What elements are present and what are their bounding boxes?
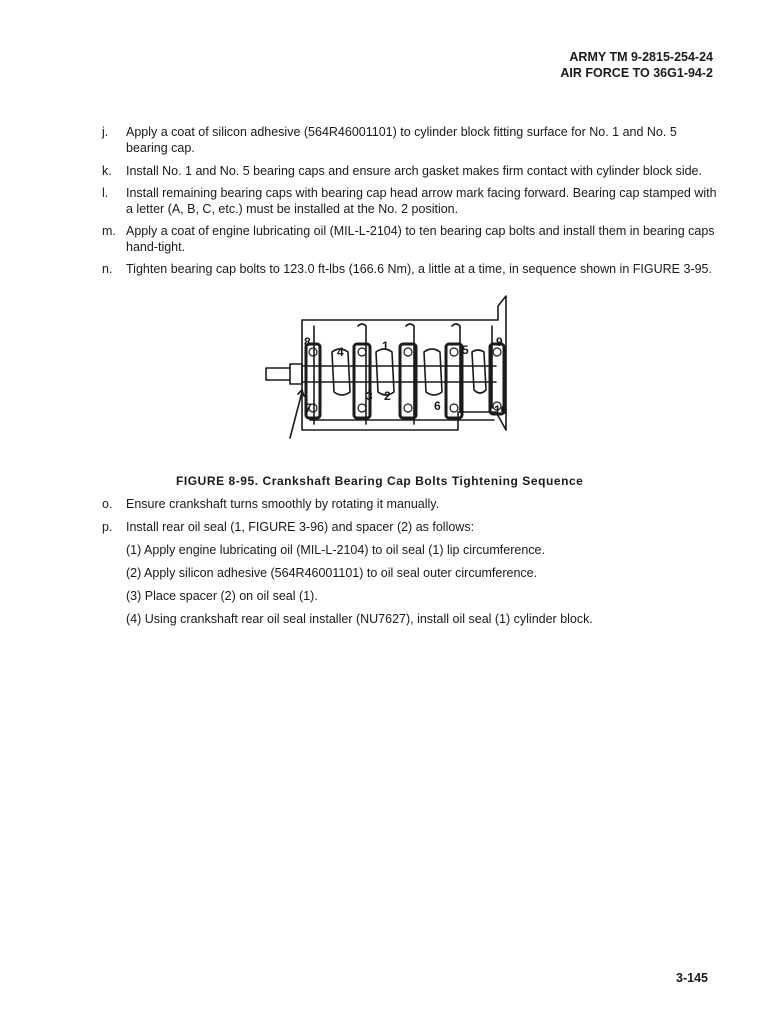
step-l — [100, 185, 720, 217]
bolt-label-7: 7 — [305, 401, 312, 415]
substep-4: (4) Using crankshaft rear oil seal installer (NU7627), install oil seal (1) cylinder block. — [126, 612, 593, 626]
step-m — [100, 223, 720, 255]
bolt-label-3: 3 — [366, 389, 373, 403]
step-text: Tighten bearing cap bolts to 123.0 ft-lbs (166.6 Nm), a little at a time, in sequence shown in FIGURE 3-95. — [126, 262, 712, 276]
bolt-label-4: 4 — [337, 345, 344, 359]
step-letter: k. — [102, 164, 112, 178]
step-text: Apply a coat of engine lubricating oil (MIL-L-2104) to ten bearing cap bolts and install them in bearing caps hand-tight. — [126, 224, 715, 254]
step-p — [100, 519, 720, 535]
step-letter: j. — [102, 125, 109, 139]
army-tm-number: ARMY TM 9-2815-254-24 — [569, 50, 713, 64]
step-text: Apply a coat of silicon adhesive (564R46001101) to cylinder block fitting surface for No. 1 and No. 5 bearing cap. — [126, 125, 677, 155]
crankshaft-diagram — [258, 292, 520, 448]
block-bulkheads — [314, 324, 492, 424]
bolt-label-5: 5 — [462, 343, 469, 357]
procedure-steps-list — [100, 124, 720, 277]
bolt-label-9: 9 — [496, 335, 503, 349]
step-p-substeps — [100, 542, 720, 627]
step-j — [100, 124, 720, 156]
crankshaft-bearing-cap-figure — [258, 292, 520, 448]
bolt-label-10: 10 — [494, 403, 508, 417]
substep-2: (2) Apply silicon adhesive (564R46001101) to oil seal outer circumference. — [126, 566, 538, 580]
bolt-label-1: 1 — [382, 339, 389, 353]
procedure-steps-list-continued — [100, 496, 720, 627]
step-o — [100, 496, 720, 512]
substep-3: (3) Place spacer (2) on oil seal (1). — [126, 589, 318, 603]
bolt-label-2: 2 — [384, 389, 391, 403]
step-letter: m. — [102, 224, 116, 238]
step-letter: o. — [102, 497, 113, 511]
step-text: Ensure crankshaft turns smoothly by rotating it manually. — [126, 497, 440, 511]
step-letter: p. — [102, 520, 113, 534]
substep-1: (1) Apply engine lubricating oil (MIL-L-2104) to oil seal (1) lip circumference. — [126, 543, 545, 557]
figure-caption: FIGURE 8-95. Crankshaft Bearing Cap Bolts Tightening Sequence — [176, 474, 584, 488]
step-text: Install remaining bearing caps with bearing cap head arrow mark facing forward. Bearing cap stamped with a letter (A, B, C, etc.) must be installed at the No. 2 position. — [126, 186, 717, 216]
page-number: 3-145 — [676, 971, 708, 985]
step-k — [100, 163, 720, 179]
bolt-label-6: 6 — [434, 399, 441, 413]
step-letter: l. — [102, 186, 109, 200]
step-text: Install rear oil seal (1, FIGURE 3-96) and spacer (2) as follows: — [126, 520, 475, 534]
step-n — [100, 261, 720, 277]
air-force-to-number: AIR FORCE TO 36G1-94-2 — [560, 66, 713, 80]
step-letter: n. — [102, 262, 113, 276]
document-header — [560, 49, 713, 81]
bolt-label-8: 8 — [304, 335, 311, 349]
crankshaft-snout — [266, 364, 302, 384]
step-text: Install No. 1 and No. 5 bearing caps and ensure arch gasket makes firm contact with cylinder block side. — [126, 164, 702, 178]
